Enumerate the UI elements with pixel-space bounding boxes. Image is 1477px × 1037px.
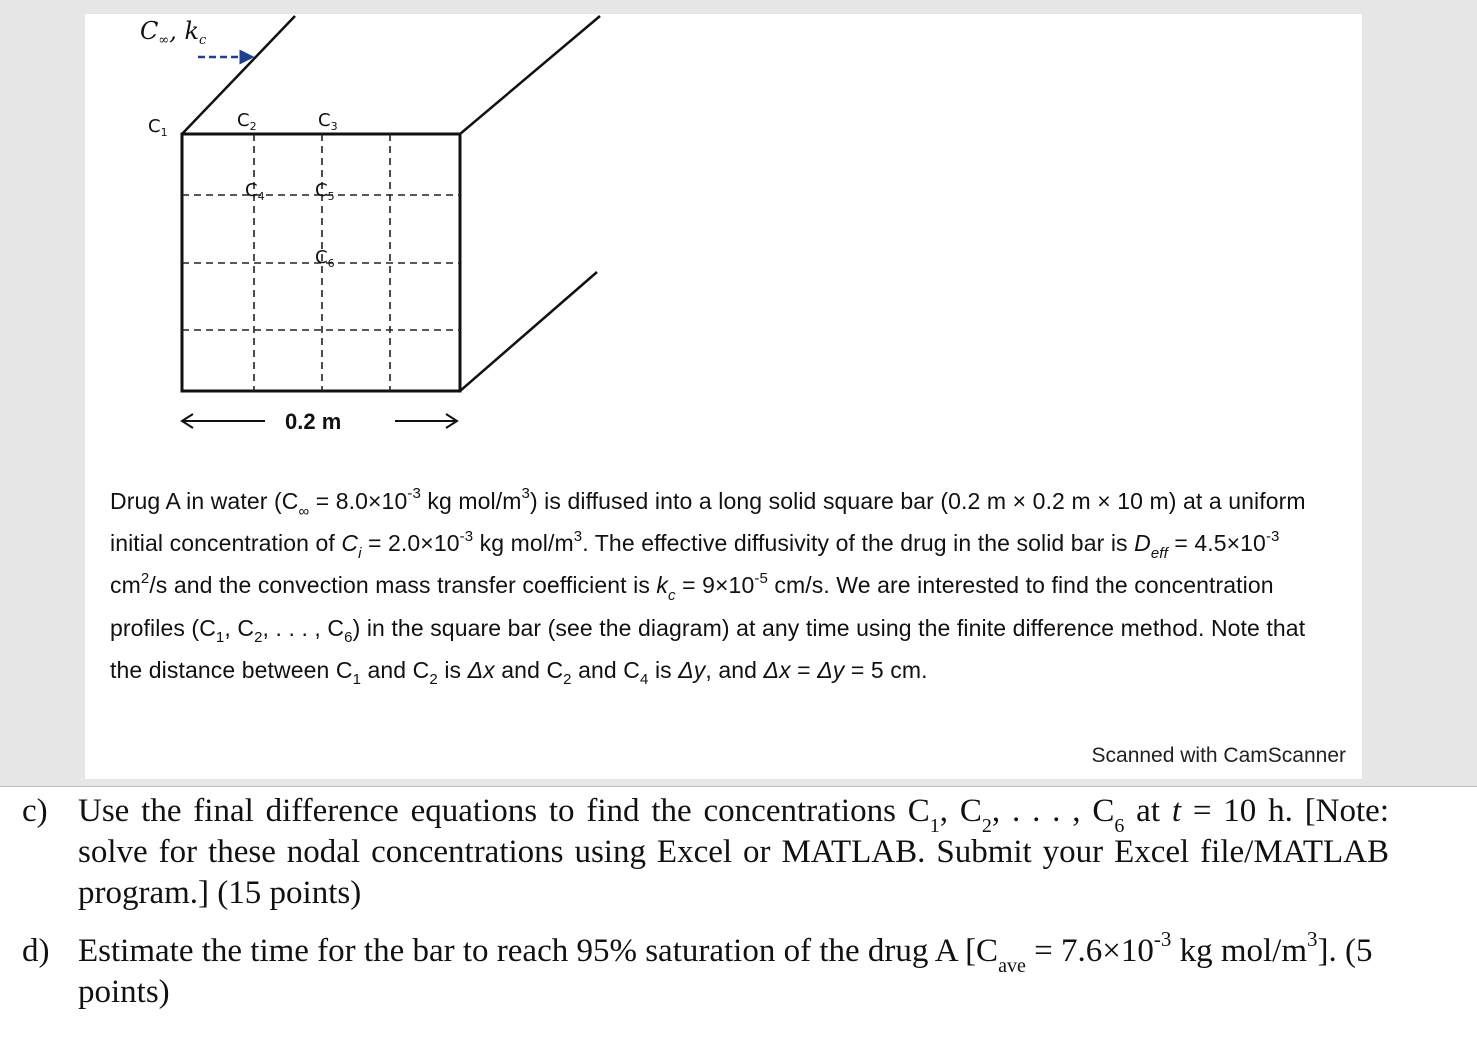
bar-edge-bottom-right — [460, 272, 597, 391]
dimension-label: 0.2 m — [285, 409, 342, 434]
question-d-label: d) — [22, 933, 50, 969]
node-label-c1: $C_1$ — [148, 116, 168, 139]
node-label-c4: $C_4$ — [245, 180, 265, 203]
question-c-label: c) — [22, 793, 48, 829]
scanned-page — [85, 14, 1362, 779]
bar-edge-top-right — [460, 16, 600, 134]
bulk-concentration-label: $C_\infty$, $k_c$ — [140, 17, 207, 48]
node-label-c3: $C_3$ — [318, 110, 338, 133]
node-label-c6: $C_6$ — [315, 247, 335, 270]
question-d-text: Estimate the time for the bar to reach 95% saturation of the drug A [$C_{ave} = 7.6\times 10^{-3}$ kg mol/$m^3$]. (5 points) — [78, 927, 1373, 1010]
questions-panel — [0, 786, 1477, 1037]
problem-statement: Drug A in water ($C_\infty = 8.0\times 10^{-3}$ kg mol/$m^3$) is diffused into a long solid square bar (0.2 m × 0.2 m × 10 m) at a uniform initial concentration of $C_i = 2.0\times 10^{-3}$ kg mol/$m^3$. The effective diffusivity of the drug in the solid bar is $D_{eff} = 4.5\times 10^{-3}$ $cm^2/s$ and the convection mass transfer coefficient is $k_c = 9\times 10^{-5}$ cm/s. We are interested to find the concentration profiles ($C_1$, $C_2$, . . . , $C_6$) in the square bar (see the diagram) at any time using the finite difference method. Note that the distance between $C_1$ and $C_2$ is Δx and $C_2$ and $C_4$ is Δy, and Δx = Δy = 5 cm. — [110, 485, 1306, 689]
question-d — [22, 927, 1389, 1013]
scanner-watermark: Scanned with CamScanner — [1091, 744, 1346, 767]
question-c-text: Use the final difference equations to find the concentrations $C_1$, $C_2$, . . . , $C_6$ at t = 10 h. [Note: solve for these nodal concentrations using Excel or MATLAB. Submit your Excel file/MATLAB program.] (15 points) — [78, 793, 1389, 911]
question-c — [22, 791, 1389, 914]
node-label-c5: $C_5$ — [315, 180, 335, 203]
square-bar-diagram — [85, 14, 645, 454]
node-label-c2: $C_2$ — [237, 110, 257, 133]
